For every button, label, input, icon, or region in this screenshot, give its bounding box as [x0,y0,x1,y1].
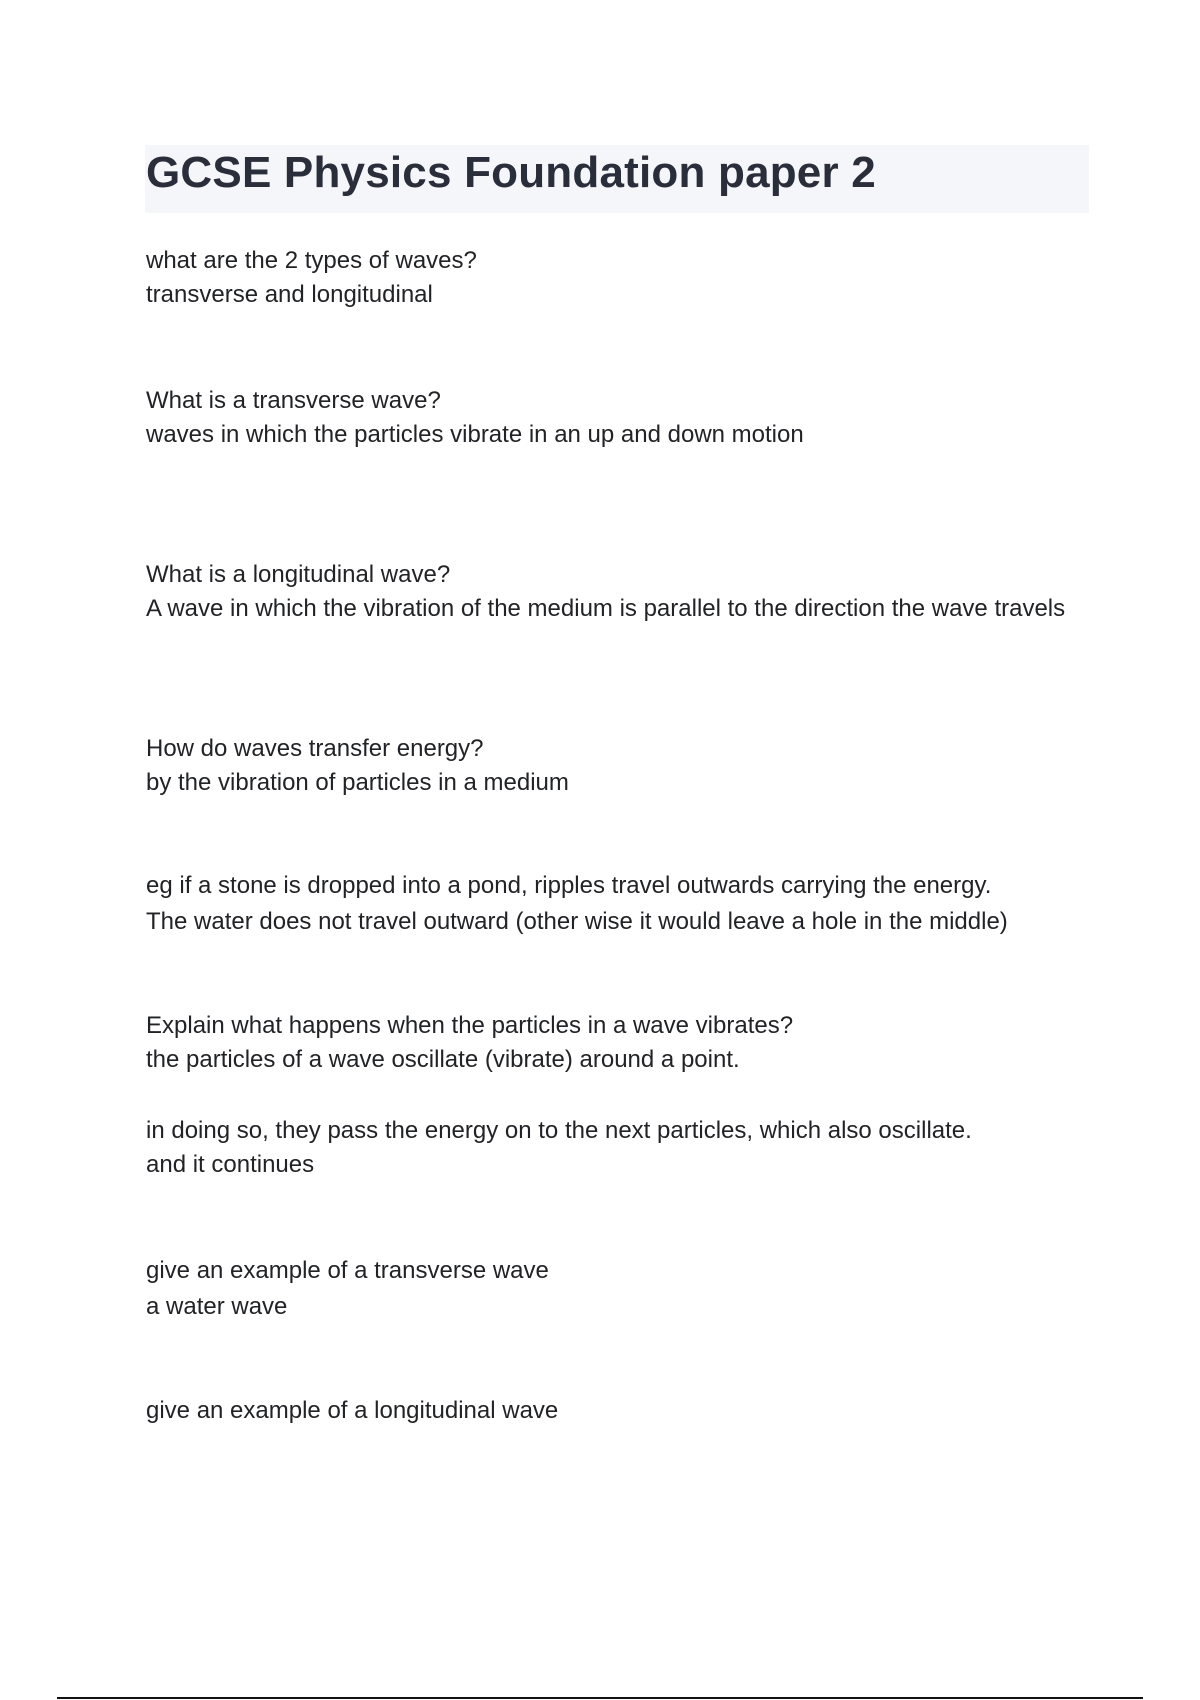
continuation-line-2: and it continues [146,1151,315,1178]
question-3: What is a longitudinal wave? [146,561,451,588]
question-5: Explain what happens when the particles in a wave vibrates? [146,1012,794,1039]
answer-3: A wave in which the vibration of the medium is parallel to the direction the wave travels [146,595,1066,622]
question-6: give an example of a transverse wave [146,1257,549,1284]
page-title: GCSE Physics Foundation paper 2 [146,148,876,197]
answer-1: transverse and longitudinal [146,281,433,308]
example-note-line-2: The water does not travel outward (other wise it would leave a hole in the middle) [146,908,1008,935]
bottom-divider [57,1697,1143,1699]
answer-5: the particles of a wave oscillate (vibrate) around a point. [146,1046,740,1073]
question-1: what are the 2 types of waves? [146,247,477,274]
answer-2: waves in which the particles vibrate in an up and down motion [146,421,804,448]
answer-4: by the vibration of particles in a medium [146,769,569,796]
answer-6: a water wave [146,1293,288,1320]
question-4: How do waves transfer energy? [146,735,484,762]
question-2: What is a transverse wave? [146,387,441,414]
continuation-line-1: in doing so, they pass the energy on to the next particles, which also oscillate. [146,1117,972,1144]
example-note-line-1: eg if a stone is dropped into a pond, ripples travel outwards carrying the energy. [146,872,992,899]
question-7: give an example of a longitudinal wave [146,1397,559,1424]
